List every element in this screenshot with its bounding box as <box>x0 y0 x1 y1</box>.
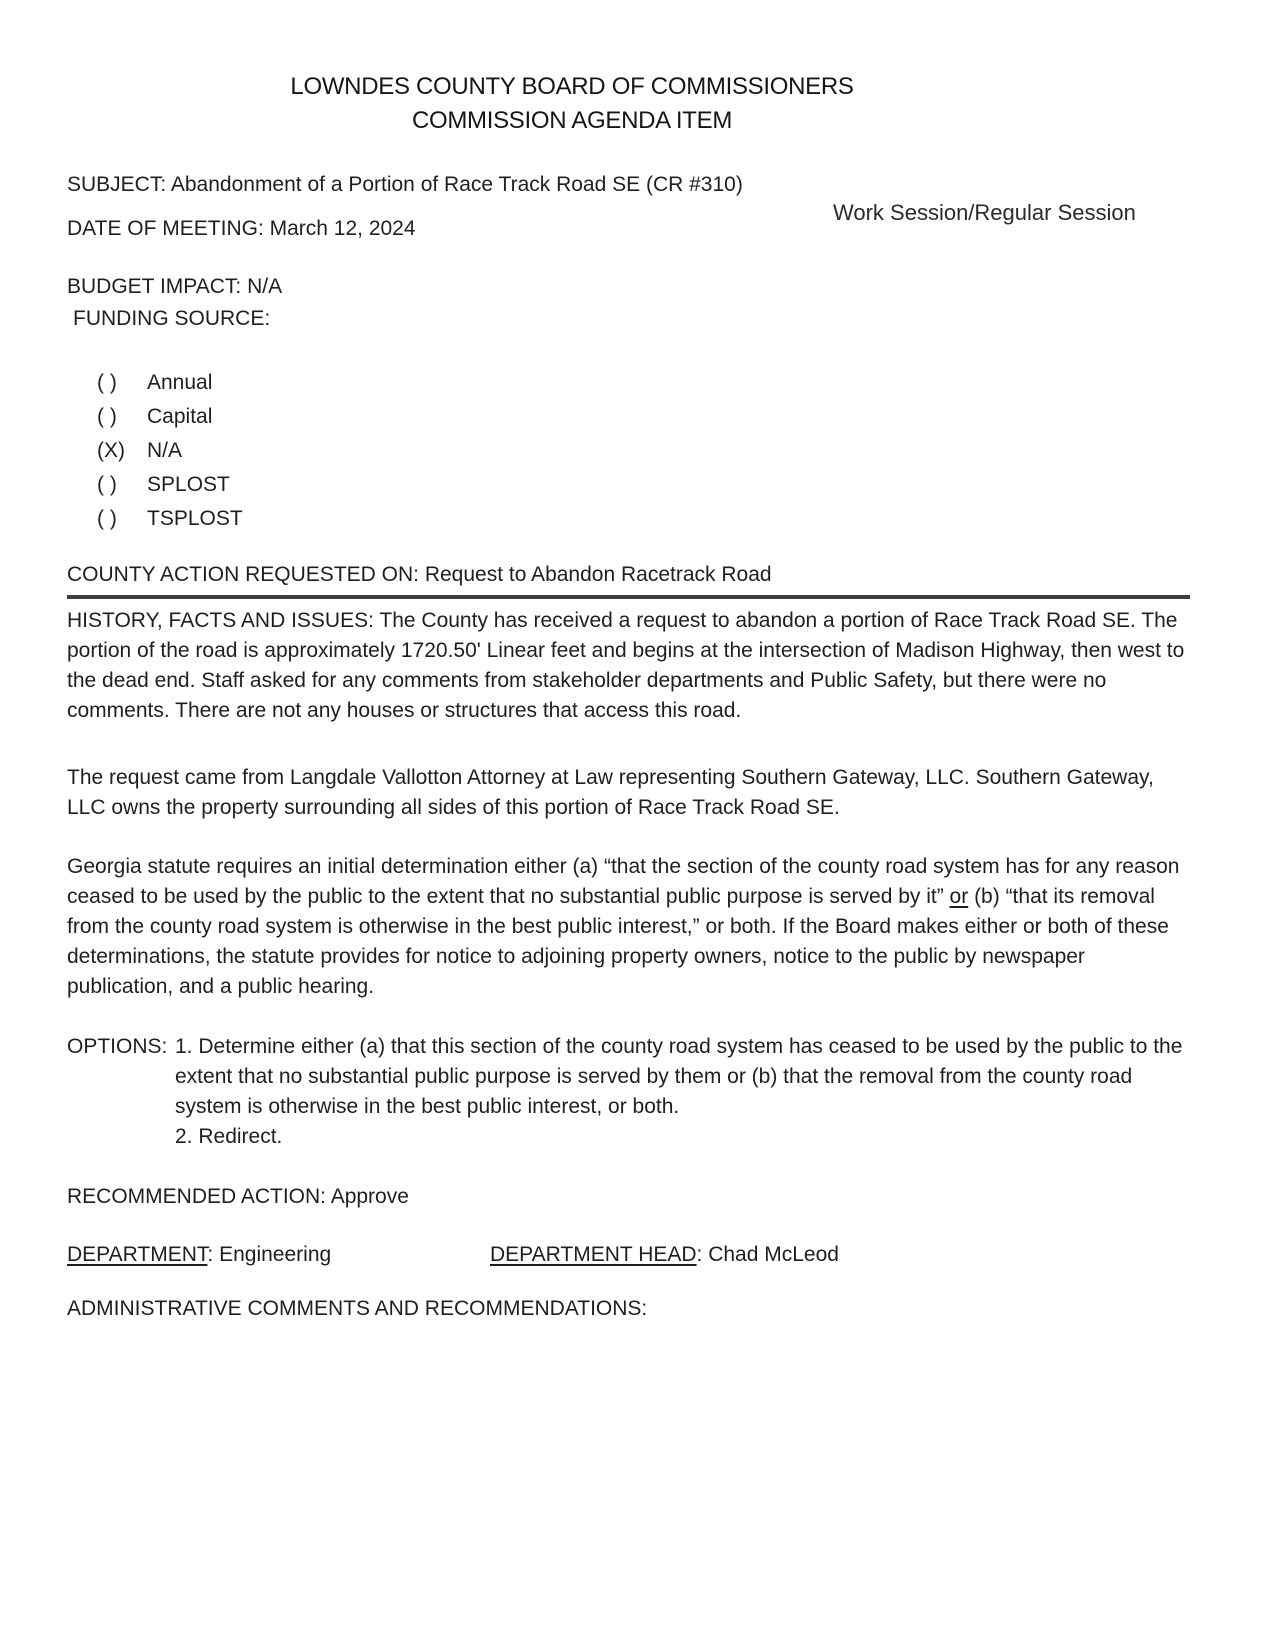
department-label: DEPARTMENT <box>67 1243 208 1266</box>
options-label: OPTIONS: <box>67 1035 168 1058</box>
department-head-line <box>490 1240 839 1270</box>
history-paragraph-2: The request came from Langdale Vallotton Attorney at Law representing Southern Gateway, LLC. Southern Gateway, LLC owns the property surrounding all sides of this portion of Race Track Road SE. <box>67 766 1154 819</box>
funding-option-na <box>97 434 243 468</box>
session-type-label: Work Session/Regular Session <box>833 200 1136 225</box>
department-line <box>67 1240 331 1270</box>
options-section <box>67 1032 1190 1152</box>
funding-source-label: FUNDING SOURCE: <box>73 307 271 330</box>
checkbox-mark: ( ) <box>97 507 117 530</box>
administrative-comments-line: ADMINISTRATIVE COMMENTS AND RECOMMENDATIONS: <box>67 1297 648 1320</box>
date-of-meeting-line: DATE OF MEETING: March 12, 2024 <box>67 217 416 240</box>
department-value: : Engineering <box>207 1243 332 1266</box>
funding-option-splost <box>97 468 243 502</box>
checkbox-mark: ( ) <box>97 371 117 394</box>
checkbox-mark: ( ) <box>97 405 117 428</box>
checkbox-mark-checked: (X) <box>97 439 125 462</box>
title-line-1: LOWNDES COUNTY BOARD OF COMMISSIONERS <box>290 73 854 100</box>
document-title <box>67 70 1077 138</box>
funding-option-label: TSPLOST <box>147 507 243 530</box>
option-2: 2. Redirect. <box>175 1125 283 1148</box>
underlined-or: or <box>949 885 969 908</box>
budget-impact-line: BUDGET IMPACT: N/A <box>67 275 283 298</box>
statute-text-after: (b) “that its removal from the county road system is otherwise in the best public interest,” or both. If the Board makes either or both of these determinations, the statute provides for notice to adjoining property owners, notice to the public by newspaper publication, and a public hearing. <box>67 885 1169 998</box>
subject-line: SUBJECT: Abandonment of a Portion of Race Track Road SE (CR #310) <box>67 173 743 196</box>
funding-option-capital <box>97 400 243 434</box>
funding-option-label: Annual <box>147 371 213 394</box>
funding-option-label: Capital <box>147 405 213 428</box>
department-head-label: DEPARTMENT HEAD <box>490 1243 697 1266</box>
funding-option-label: SPLOST <box>147 473 230 496</box>
history-paragraph-3 <box>67 852 1190 1002</box>
option-1: 1. Determine either (a) that this section of the county road system has ceased to be used by the public to the extent that no substantial public purpose is served by them or (b) that the removal from the county road system is otherwise in the best public interest, or both. <box>175 1035 1183 1118</box>
recommended-action-line: RECOMMENDED ACTION: Approve <box>67 1185 409 1208</box>
funding-options-list <box>97 366 243 536</box>
history-paragraph-1: HISTORY, FACTS AND ISSUES: The County has received a request to abandon a portion of Race Track Road SE. The portion of the road is approximately 1720.50' Linear feet and begins at the intersection of Madison Highway, then west to the dead end. Staff asked for any comments from stakeholder departments and Public Safety, but there were no comments. There are not any houses or structures that access this road. <box>67 609 1185 722</box>
funding-option-annual <box>97 366 243 400</box>
funding-option-label: N/A <box>147 439 183 462</box>
statute-text-before: Georgia statute requires an initial determination either (a) “that the section of the county road system has for any reason ceased to be used by the public to the extent that no substantial public purpose is served by it” <box>67 855 1180 908</box>
options-body <box>175 1032 1190 1152</box>
department-head-value: : Chad McLeod <box>696 1243 839 1266</box>
checkbox-mark: ( ) <box>97 473 117 496</box>
county-action-requested-line: COUNTY ACTION REQUESTED ON: Request to Abandon Racetrack Road <box>67 560 1190 599</box>
title-line-2: COMMISSION AGENDA ITEM <box>411 107 733 134</box>
funding-option-tsplost <box>97 502 243 536</box>
